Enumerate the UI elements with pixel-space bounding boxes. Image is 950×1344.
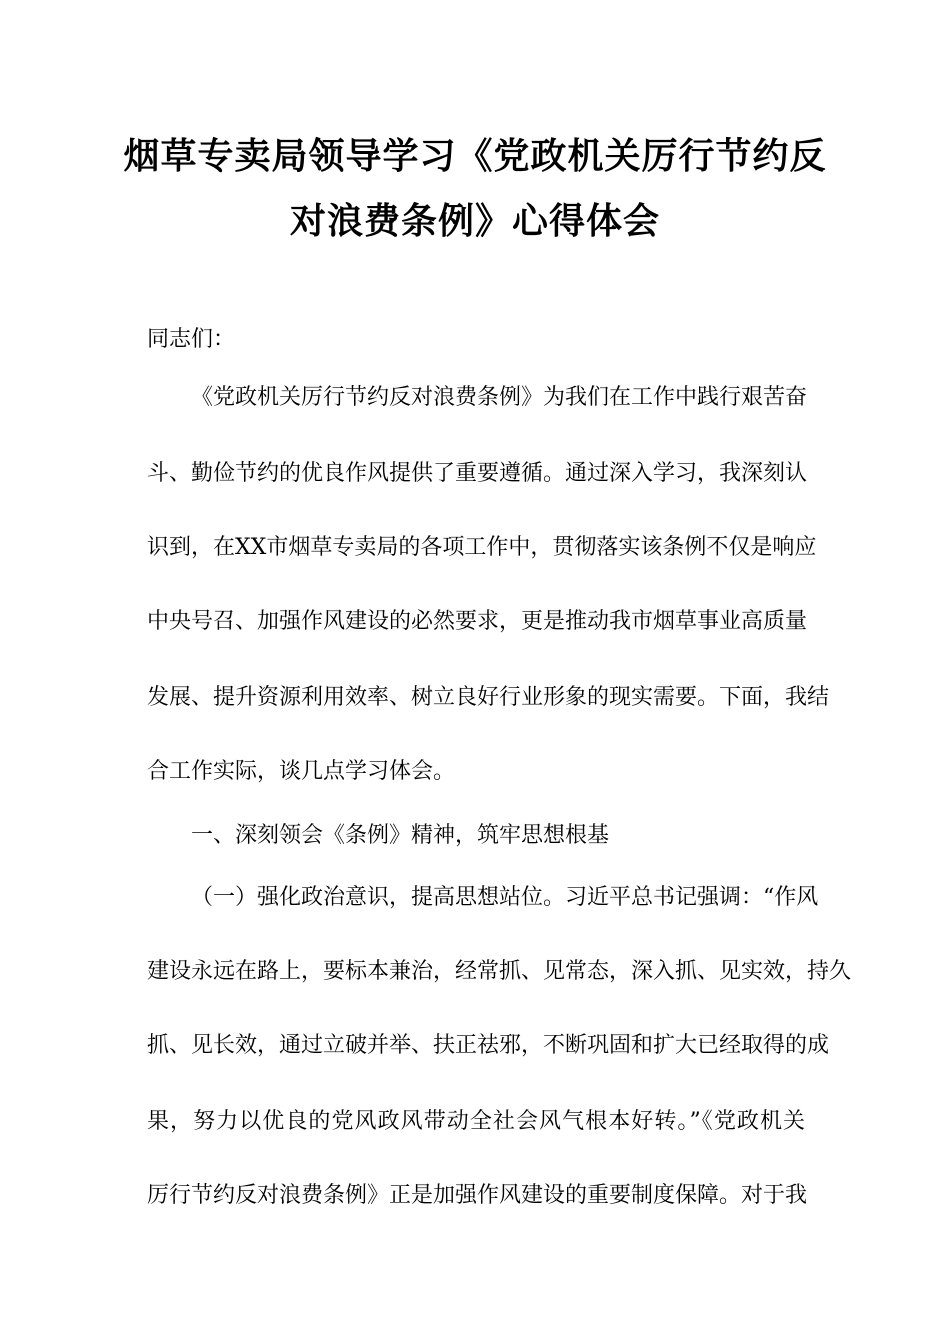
section-heading: 一、深刻领会《条例》精神，筑牢思想根基 bbox=[191, 823, 610, 848]
greeting: 同志们： bbox=[147, 327, 236, 352]
paragraph-line: 厉行节约反对浪费条例》正是加强作风建设的重要制度保障。对于我 bbox=[147, 1183, 808, 1208]
paragraph-line: 斗、勤俭节约的优良作风提供了重要遵循。通过深入学习，我深刻认 bbox=[147, 461, 808, 486]
paragraph-line: 合工作实际，谈几点学习体会。 bbox=[147, 759, 456, 784]
paragraph-line: 识到，在XX市烟草专卖局的各项工作中，贯彻落实该条例不仅是响应 bbox=[147, 535, 817, 560]
title-line-1: 烟草专卖局领导学习《党政机关厉行节约反 bbox=[123, 136, 827, 177]
paragraph-line: （一）强化政治意识，提高思想站位。习近平总书记强调：“作风 bbox=[191, 885, 819, 910]
paragraph-line: 中央号召、加强作风建设的必然要求，更是推动我市烟草事业高质量 bbox=[147, 609, 808, 634]
paragraph-line: 抓、见长效，通过立破并举、扶正祛邪，不断巩固和扩大已经取得的成 bbox=[147, 1033, 830, 1058]
paragraph-line: 发展、提升资源利用效率、树立良好行业形象的现实需要。下面，我结 bbox=[147, 685, 830, 710]
paragraph-line: 建设永远在路上，要标本兼治，经常抓、见常态，深入抓、见实效，持久 bbox=[147, 959, 852, 984]
paragraph-line: 《党政机关厉行节约反对浪费条例》为我们在工作中践行艰苦奋 bbox=[191, 385, 808, 410]
title-line-2: 对浪费条例》心得体会 bbox=[289, 201, 660, 242]
paragraph-line: 果，努力以优良的党风政风带动全社会风气根本好转。”《党政机关 bbox=[147, 1109, 805, 1134]
